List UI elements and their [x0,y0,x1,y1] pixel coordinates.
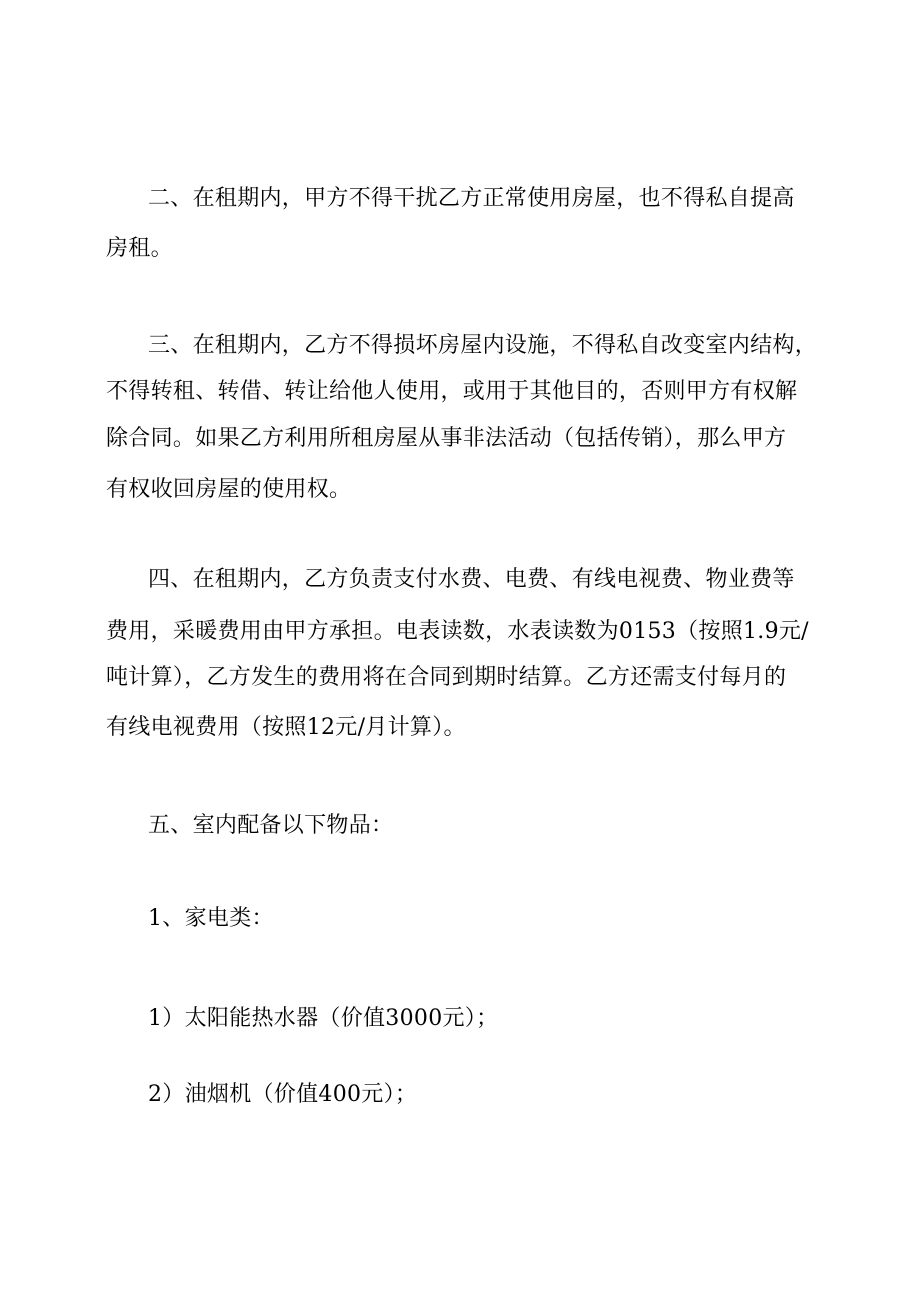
clause-3-line-1: 三、在租期内，乙方不得损坏房屋内设施，不得私自改变室内结构， [148,333,818,358]
clause-5-heading: 五、室内配备以下物品： [148,813,394,838]
clause-4-line-2: 费用，采暖费用由甲方承担。电表读数，水表读数为0153（按照1.9元/ [106,619,809,644]
clause-2-line-2: 房租。 [106,236,173,261]
clause-3-line-2: 不得转租、转借、转让给他人使用，或用于其他目的，否则甲方有权解 [106,379,798,404]
clause-4-line-3: 吨计算），乙方发生的费用将在合同到期时结算。乙方还需支付每月的 [106,665,787,690]
clause-3-line-4: 有权收回房屋的使用权。 [106,477,352,502]
clause-4-line-4: 有线电视费用（按照12元/月计算）。 [106,715,466,740]
clause-2-line-1: 二、在租期内，甲方不得干扰乙方正常使用房屋，也不得私自提高 [148,186,795,211]
clause-3-line-3: 除合同。如果乙方利用所租房屋从事非法活动（包括传销），那么甲方 [106,426,787,451]
item-solar-water-heater: 1）太阳能热水器（价值3000元）； [148,1006,499,1031]
item-range-hood: 2）油烟机（价值400元）； [148,1082,418,1107]
clause-4-line-1: 四、在租期内，乙方负责支付水费、电费、有线电视费、物业费等 [148,567,795,592]
category-appliances: 1、家电类： [148,906,274,931]
